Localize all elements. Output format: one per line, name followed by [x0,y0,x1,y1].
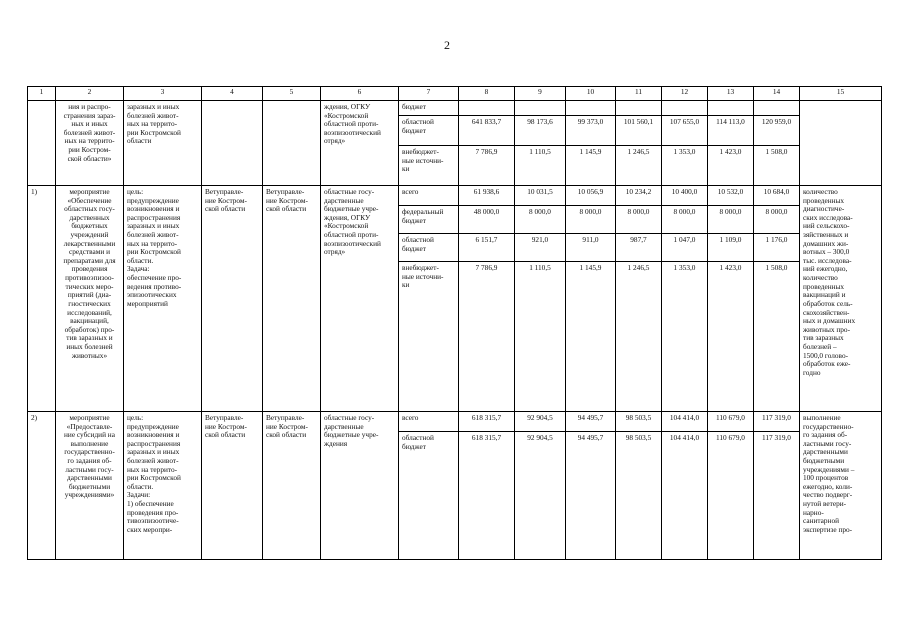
measure-coexecutor: Ветуправле- ние Костром- ской области [263,412,321,560]
value-cell: 120 959,0 [754,116,800,146]
value-cell: 98 503,5 [616,432,662,560]
column-numbers-row [28,87,882,101]
value-cell: 8 000,0 [754,206,800,234]
column-number: 10 [566,87,616,101]
value-cell: 8 000,0 [515,206,566,234]
table-row [28,412,882,432]
value-cell: 1 246,5 [616,262,662,412]
measure-participants: областные госу- дарственные бюджетные учре- ждения [321,412,399,560]
value-cell: 10 532,0 [708,186,754,206]
measure-goal: цель: предупреждение возникновения и распространения заразных и иных болезней живот- ных на террито- рии Костромской области. Задача: обеспечение про- ведения противо- эпизоотических мероприятий [124,186,202,412]
funding-source: бюджет [399,101,459,116]
value-cell: 1 353,0 [662,262,708,412]
value-cell: 48 000,0 [459,206,515,234]
measure-goal: цель: предупреждение возникновения и распространения заразных и иных болезней живот- ных на террито- рии Костромской области. Задачи: 1) обеспечение проведения про- тивоэпизоотиче- ских меропри- [124,412,202,560]
funding-source: внебюджет- ные источни- ки [399,146,459,186]
measure-participants: областные госу- дарственные бюджетные учре- ждения, ОГКУ «Костромской областной проти- воэпизоотический отряд» [321,186,399,412]
funding-source: всего [399,412,459,432]
value-cell: 1 508,0 [754,262,800,412]
value-cell: 117 319,0 [754,432,800,560]
value-cell: 107 655,0 [662,116,708,146]
column-number: 1 [28,87,56,101]
measure-name: мероприятие «Предоставле- ние субсидий на выполнение государственно- го задания об- ластными госу- дарственными бюджетными учреждениями» [56,412,124,560]
measure-name: мероприятие «Обеспечение областных госу- дарственных бюджетных учреждений лекарственными средствами и препаратами для проведения противоэпизоо- тических меро- приятий (диа- гностических исследований, вакцинаций, обработок) про- тив заразных и иных болезней животных» [56,186,124,412]
value-cell: 1 110,5 [515,146,566,186]
value-cell: 1 110,5 [515,262,566,412]
value-cell: 92 904,5 [515,432,566,560]
value-cell: 101 560,1 [616,116,662,146]
value-cell: 99 373,0 [566,116,616,146]
value-cell: 8 000,0 [708,206,754,234]
value-cell: 110 679,0 [708,432,754,560]
column-number: 4 [202,87,263,101]
table-row [28,186,882,206]
value-cell: 110 679,0 [708,412,754,432]
funding-source: областной бюджет [399,432,459,560]
value-cell: 98 503,5 [616,412,662,432]
value-cell: 104 414,0 [662,432,708,560]
value-cell [566,101,616,116]
cont-measure-cell: ния и распро- странения зараз- ных и иных болезней живот- ных на террито- рии Костром- ской области» [56,101,124,186]
measure-number: 2) [28,412,56,560]
funding-source: всего [399,186,459,206]
column-number: 9 [515,87,566,101]
value-cell: 117 319,0 [754,412,800,432]
measure-number: 1) [28,186,56,412]
value-cell: 10 056,9 [566,186,616,206]
value-cell [754,101,800,116]
cont-number-cell [28,101,56,186]
column-number: 8 [459,87,515,101]
table-row [28,101,882,116]
value-cell: 114 113,0 [708,116,754,146]
value-cell: 94 495,7 [566,412,616,432]
value-cell: 6 151,7 [459,234,515,262]
column-number: 5 [263,87,321,101]
value-cell: 104 414,0 [662,412,708,432]
value-cell: 10 234,2 [616,186,662,206]
value-cell: 618 315,7 [459,432,515,560]
measure-executor: Ветуправле- ние Костром- ской области [202,186,263,412]
value-cell [515,101,566,116]
page-number: 2 [444,38,450,52]
value-cell: 911,0 [566,234,616,262]
funding-source: областной бюджет [399,234,459,262]
value-cell: 1 176,0 [754,234,800,262]
value-cell: 618 315,7 [459,412,515,432]
column-number: 15 [800,87,882,101]
funding-source: областной бюджет [399,116,459,146]
measure-coexecutor: Ветуправле- ние Костром- ской области [263,186,321,412]
value-cell [459,101,515,116]
cont-indicator-cell [800,101,882,186]
cont-executor-cell [202,101,263,186]
value-cell [662,101,708,116]
value-cell: 92 904,5 [515,412,566,432]
column-number: 6 [321,87,399,101]
funding-source: внебюджет- ные источни- ки [399,262,459,412]
value-cell: 7 786,9 [459,262,515,412]
value-cell: 10 031,5 [515,186,566,206]
value-cell: 987,7 [616,234,662,262]
column-number: 2 [56,87,124,101]
funding-source: федеральный бюджет [399,206,459,234]
value-cell [708,101,754,116]
value-cell: 1 508,0 [754,146,800,186]
value-cell: 98 173,6 [515,116,566,146]
value-cell: 1 047,0 [662,234,708,262]
value-cell [616,101,662,116]
column-number: 3 [124,87,202,101]
value-cell: 8 000,0 [566,206,616,234]
value-cell: 8 000,0 [662,206,708,234]
value-cell: 1 109,0 [708,234,754,262]
value-cell: 641 833,7 [459,116,515,146]
value-cell: 1 423,0 [708,146,754,186]
program-measures-table [27,86,882,560]
cont-goal-cell: заразных и иных болезней живот- ных на террито- рии Костромской области [124,101,202,186]
value-cell: 10 400,0 [662,186,708,206]
value-cell: 1 246,5 [616,146,662,186]
value-cell: 921,0 [515,234,566,262]
value-cell: 1 423,0 [708,262,754,412]
value-cell: 1 145,9 [566,146,616,186]
value-cell: 10 684,0 [754,186,800,206]
column-number: 12 [662,87,708,101]
column-number: 14 [754,87,800,101]
cont-coexecutor-cell [263,101,321,186]
value-cell: 1 145,9 [566,262,616,412]
value-cell: 1 353,0 [662,146,708,186]
column-number: 11 [616,87,662,101]
value-cell: 61 938,6 [459,186,515,206]
measure-executor: Ветуправле- ние Костром- ской области [202,412,263,560]
column-number: 13 [708,87,754,101]
value-cell: 8 000,0 [616,206,662,234]
measure-indicator: количество проведенных диагностиче- ских исследова- ний сельскохо- зяйственных и домашних жи- вотных – 300,0 тыс. исследова- ний ежегодно, количество проведенных вакцинаций и обработок сель- скохозяйствен- ных и домашних животных про- тив заразных болезней – 1500,0 голово- обработок еже- годно [800,186,882,412]
measure-indicator: выполнение государственно- го задания об- ластными госу- дарственными бюджетными учреждениями – 100 процентов ежегодно, коли- чество подверг- нутой ветери- нарно- санитарной экспертизе про- [800,412,882,560]
cont-participants-cell: ждения, ОГКУ «Костромской областной проти- воэпизоотический отряд» [321,101,399,186]
column-number: 7 [399,87,459,101]
value-cell: 7 786,9 [459,146,515,186]
value-cell: 94 495,7 [566,432,616,560]
